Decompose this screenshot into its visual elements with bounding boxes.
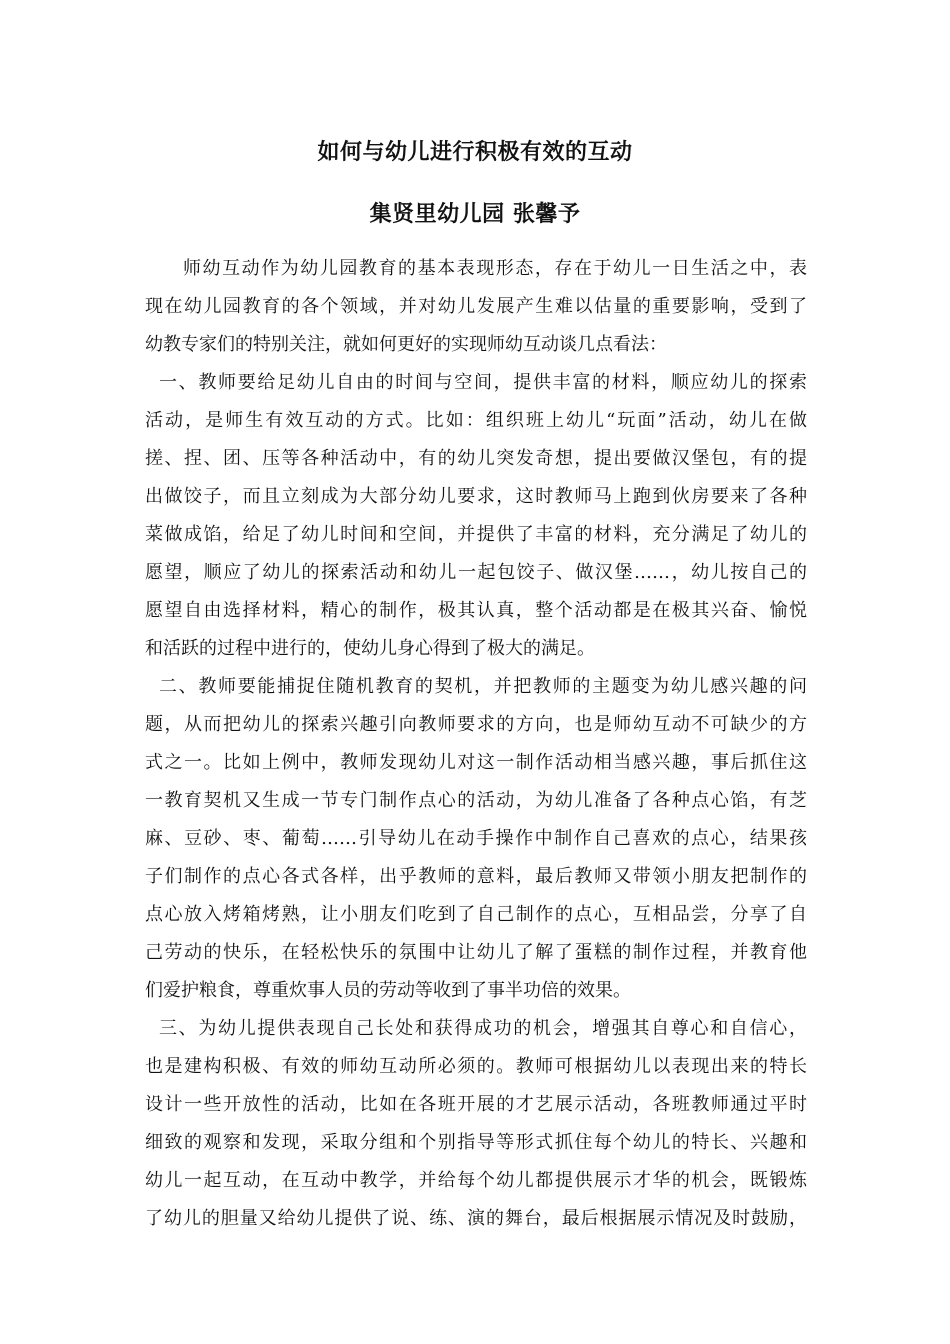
- text-line: 现在幼儿园教育的各个领域，并对幼儿发展产生难以估量的重要影响，受到了: [145, 296, 807, 317]
- text-line: 愿望，顺应了幼儿的探索活动和幼儿一起包饺子、做汉堡……，幼儿按自己的: [145, 562, 807, 583]
- text-line: 细致的观察和发现，采取分组和个别指导等形式抓住每个幼儿的特长、兴趣和: [145, 1132, 807, 1153]
- text-line: 式之一。比如上例中，教师发现幼儿对这一制作活动相当感兴趣，事后抓住这: [145, 752, 807, 773]
- text-line: 子们制作的点心各式各样，出乎教师的意料，最后教师又带领小朋友把制作的: [145, 866, 807, 887]
- text-line: 己劳动的快乐，在轻松快乐的氛围中让幼儿了解了蛋糕的制作过程，并教育他: [145, 942, 807, 963]
- text-line: 幼教专家们的特别关注，就如何更好的实现师幼互动谈几点看法：: [145, 334, 667, 355]
- paragraph-point-one: [145, 364, 807, 668]
- document-title: 如何与幼儿进行积极有效的互动: [317, 139, 633, 165]
- text-line: 三、为幼儿提供表现自己长处和获得成功的机会，增强其自尊心和自信心，: [159, 1018, 807, 1039]
- text-line: 也是建构积极、有效的师幼互动所必须的。教师可根据幼儿以表现出来的特长: [145, 1056, 807, 1077]
- text-line: 一、教师要给足幼儿自由的时间与空间，提供丰富的材料，顺应幼儿的探索: [159, 372, 807, 393]
- document-body: [145, 250, 807, 1238]
- text-line: 设计一些开放性的活动，比如在各班开展的才艺展示活动，各班教师通过平时: [145, 1094, 807, 1115]
- paragraph-point-two: [145, 668, 807, 1010]
- text-line: 搓、捏、团、压等各种活动中，有的幼儿突发奇想，提出要做汉堡包，有的提: [145, 448, 807, 469]
- paragraph-intro: [145, 250, 807, 364]
- text-line: 点心放入烤箱烤熟，让小朋友们吃到了自己制作的点心，互相品尝，分享了自: [145, 904, 807, 925]
- text-line: 二、教师要能捕捉住随机教育的契机，并把教师的主题变为幼儿感兴趣的问: [159, 676, 807, 697]
- text-line: 题，从而把幼儿的探索兴趣引向教师要求的方向，也是师幼互动不可缺少的方: [145, 714, 807, 735]
- paragraph-point-three: [145, 1010, 807, 1238]
- text-line: 了幼儿的胆量又给幼儿提供了说、练、演的舞台，最后根据展示情况及时鼓励，: [145, 1208, 807, 1229]
- text-line: 麻、豆砂、枣、葡萄……引导幼儿在动手操作中制作自己喜欢的点心，结果孩: [145, 828, 807, 849]
- text-line: 菜做成馅，给足了幼儿时间和空间，并提供了丰富的材料，充分满足了幼儿的: [145, 524, 807, 545]
- text-line: 一教育契机又生成一节专门制作点心的活动，为幼儿准备了各种点心馅，有芝: [145, 790, 807, 811]
- text-line: 和活跃的过程中进行的，使幼儿身心得到了极大的满足。: [145, 638, 595, 659]
- text-line: 师幼互动作为幼儿园教育的基本表现形态，存在于幼儿一日生活之中，表: [183, 258, 807, 279]
- text-line: 们爱护粮食，尊重炊事人员的劳动等收到了事半功倍的效果。: [145, 980, 631, 1001]
- document-author: 集贤里幼儿园 张馨予: [369, 201, 581, 227]
- text-line: 活动，是师生有效互动的方式。比如：组织班上幼儿“玩面”活动，幼儿在做: [145, 410, 807, 431]
- text-line: 愿望自由选择材料，精心的制作，极其认真，整个活动都是在极其兴奋、愉悦: [145, 600, 807, 621]
- text-line: 幼儿一起互动，在互动中教学，并给每个幼儿都提供展示才华的机会，既锻炼: [145, 1170, 807, 1191]
- text-line: 出做饺子，而且立刻成为大部分幼儿要求，这时教师马上跑到伙房要来了各种: [145, 486, 807, 507]
